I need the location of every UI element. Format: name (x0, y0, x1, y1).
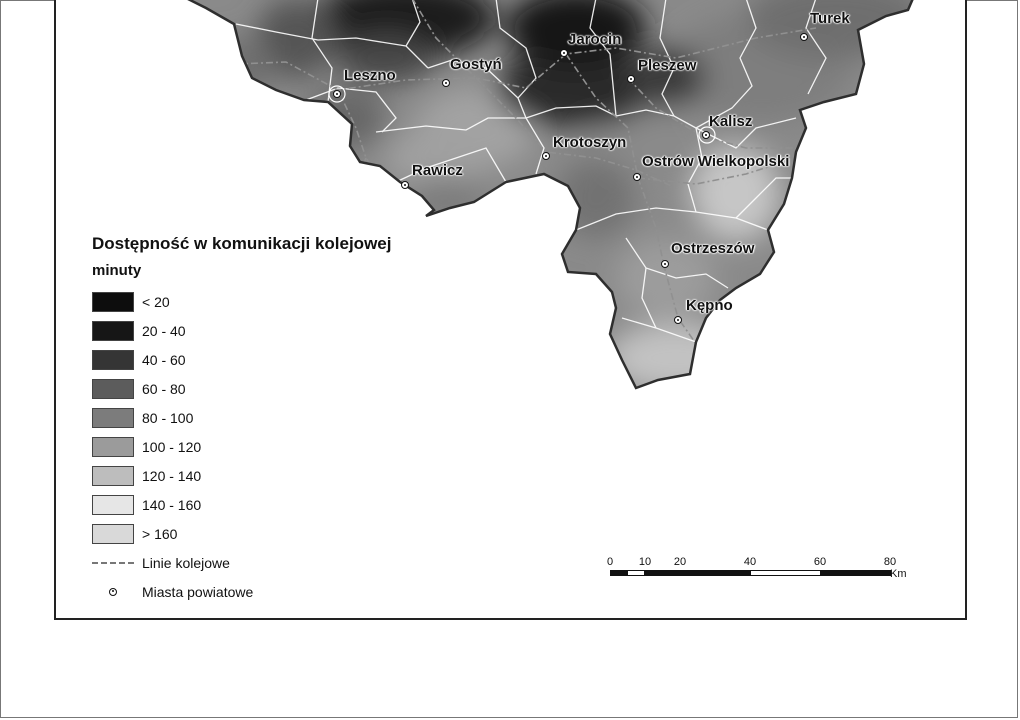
legend-row-towns (92, 577, 492, 606)
town-dot-icon (442, 79, 450, 87)
scale-segment (627, 570, 645, 576)
legend-label: 80 - 100 (142, 409, 194, 426)
city-label: Ostrzeszów (671, 240, 755, 257)
legend-row (92, 345, 492, 374)
scale-segment (820, 570, 891, 576)
town-symbol (92, 582, 134, 602)
legend-swatch (92, 350, 134, 370)
town-dot-icon (674, 316, 682, 324)
city-label: Ostrów Wielkopolski (642, 153, 790, 170)
legend-row (92, 461, 492, 490)
legend-row-railway (92, 548, 492, 577)
scale-tick-label: 10 (638, 556, 652, 568)
city-label: Krotoszyn (553, 134, 627, 151)
city-label: Kępno (686, 297, 733, 314)
legend-swatch (92, 495, 134, 515)
legend-row (92, 403, 492, 432)
legend-classes (92, 287, 492, 548)
scale-segment (680, 570, 751, 576)
legend-subtitle: minuty (92, 262, 142, 279)
legend-label: < 20 (142, 293, 170, 310)
town-dot-icon (661, 260, 669, 268)
city-label: Jarocin (568, 31, 622, 48)
scale-tick-label: 40 (743, 556, 757, 568)
legend-swatch (92, 379, 134, 399)
town-dot-icon (401, 181, 409, 189)
legend-row (92, 519, 492, 548)
legend-label: Linie kolejowe (142, 554, 230, 571)
town-dot-icon (633, 173, 641, 181)
map-frame (54, 0, 967, 620)
legend-label: 40 - 60 (142, 351, 186, 368)
legend-swatch (92, 437, 134, 457)
city-label: Rawicz (412, 162, 463, 179)
scale-bar (608, 556, 928, 590)
scale-tick-label: 60 (813, 556, 827, 568)
legend-label: 120 - 140 (142, 467, 202, 484)
scale-tick-label: 20 (673, 556, 687, 568)
legend-label: 100 - 120 (142, 438, 202, 455)
legend-row (92, 316, 492, 345)
legend-swatch (92, 321, 134, 341)
legend-label: Miasta powiatowe (142, 583, 254, 600)
town-dot-icon (702, 131, 710, 139)
legend-row (92, 287, 492, 316)
scale-segment (750, 570, 821, 576)
legend-row (92, 432, 492, 461)
railway-line-icon (92, 553, 134, 573)
map-legend (92, 234, 492, 606)
legend-label: 140 - 160 (142, 496, 202, 513)
legend-label: 60 - 80 (142, 380, 186, 397)
city-label: Leszno (344, 67, 396, 84)
legend-swatch (92, 408, 134, 428)
city-label: Turek (810, 10, 850, 27)
town-dot-icon (109, 588, 117, 596)
city-label: Gostyń (450, 56, 502, 73)
city-label: Kalisz (709, 113, 753, 130)
legend-swatch (92, 292, 134, 312)
town-dot-icon (560, 49, 568, 57)
scale-segment (644, 570, 681, 576)
city-label: Pleszew (638, 57, 697, 74)
legend-title: Dostępność w komunikacji kolejowej (92, 234, 392, 253)
scale-tick-label: 80 (883, 556, 897, 568)
legend-label: 20 - 40 (142, 322, 186, 339)
town-dot-icon (542, 152, 550, 160)
town-dot-icon (333, 90, 341, 98)
legend-row (92, 490, 492, 519)
town-dot-icon (800, 33, 808, 41)
legend-swatch (92, 466, 134, 486)
legend-swatch (92, 524, 134, 544)
town-dot-icon (627, 75, 635, 83)
scale-segment (610, 570, 628, 576)
scale-tick-label: 0 (606, 556, 614, 568)
scale-unit: Km (890, 568, 907, 580)
legend-label: > 160 (142, 525, 178, 542)
legend-row (92, 374, 492, 403)
